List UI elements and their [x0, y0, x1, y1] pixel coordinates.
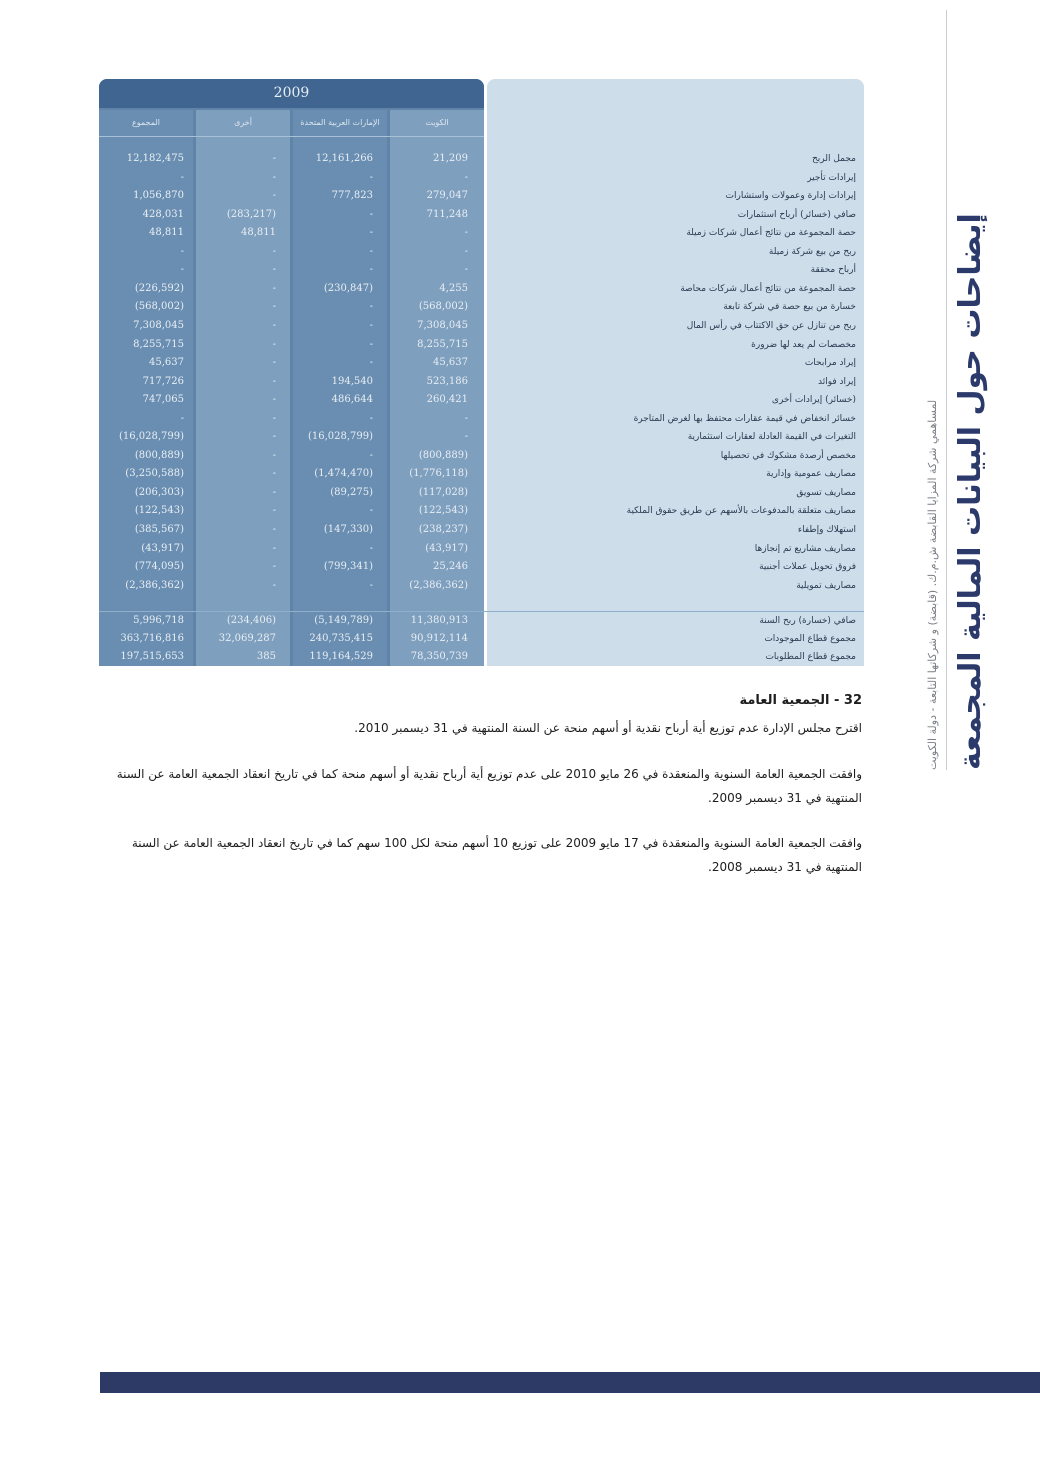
- row-label: مصاريف عمومية وإدارية: [766, 469, 856, 480]
- table-cell: -: [272, 431, 276, 443]
- row-label: ربح من تنازل عن حق الاكتتاب في رأس المال: [686, 320, 856, 331]
- row-label: ربح من بيع شركة زميلة: [768, 246, 856, 257]
- table-cell: -: [369, 171, 373, 183]
- table-cell: 78,350,739: [410, 651, 468, 662]
- row-label: إيرادات إدارة وعمولات واستشارات: [725, 191, 856, 202]
- column-header-total: المجموع: [132, 118, 160, 127]
- table-row: [99, 540, 864, 558]
- table-cell: -: [272, 301, 276, 313]
- table-cell: 1,056,870: [133, 190, 184, 202]
- table-row: [99, 243, 864, 261]
- table-cell: 12,161,266: [315, 153, 373, 164]
- row-label: مجمل الربح: [811, 154, 856, 164]
- table-cell: -: [369, 505, 373, 517]
- table-cell: (122,543): [134, 505, 184, 517]
- table-cell: -: [272, 171, 276, 183]
- row-label: إيراد مرابحات: [804, 358, 856, 369]
- table-row: [99, 169, 864, 187]
- table-cell: -: [369, 357, 373, 369]
- table-cell: -: [272, 412, 276, 424]
- row-label: إيرادات تأجير: [807, 172, 856, 183]
- table-cell: -: [369, 227, 373, 239]
- table-cell: 48,811: [241, 227, 276, 239]
- table-cell: -: [272, 505, 276, 517]
- table-cell: 711,248: [426, 208, 468, 220]
- table-cell: -: [180, 171, 184, 183]
- table-row: [99, 354, 864, 372]
- row-label: إيراد فوائد: [817, 376, 856, 387]
- table-cell: -: [272, 338, 276, 350]
- table-cell: 45,637: [433, 357, 468, 369]
- table-cell: -: [464, 171, 468, 183]
- table-cell: 8,255,715: [133, 338, 184, 350]
- table-row: [99, 484, 864, 502]
- table-cell: (3,250,588): [125, 468, 184, 480]
- table-cell: (43,917): [425, 542, 468, 554]
- table-cell: (1,776,118): [409, 468, 468, 480]
- row-label: استهلاك وإطفاء: [797, 525, 856, 535]
- table-row: [99, 521, 864, 539]
- table-cell: 11,380,913: [410, 615, 468, 626]
- table-cell: (16,028,799): [307, 431, 373, 443]
- table-cell: -: [464, 264, 468, 276]
- row-label: مجموع قطاع المطلوبات: [765, 652, 856, 662]
- table-cell: (283,217): [226, 208, 276, 220]
- paragraph-2: وافقت الجمعية العامة السنوية والمنعقدة في 26 مايو 2010 على عدم توزيع أية أرباح نقدية أو أسهم منحة كما في تاريخ انعقاد الجمعية العامة عن السنة المنتهية في 31 ديسمبر 2009.: [116, 767, 862, 805]
- footer-bar: [100, 1372, 1040, 1393]
- table-row: [99, 336, 864, 354]
- row-label: صافي (خسائر) أرباح استثمارات: [737, 209, 856, 220]
- row-label: خسارة من بيع حصة في شركة تابعة: [723, 302, 856, 313]
- table-cell: -: [272, 319, 276, 331]
- header-divider: [99, 136, 484, 137]
- table-cell: -: [272, 264, 276, 276]
- row-label: مصاريف تمويلية: [796, 580, 856, 591]
- table-row: [99, 298, 864, 316]
- table-row: [99, 447, 864, 465]
- table-cell: (117,028): [418, 486, 468, 498]
- table-cell: (234,406): [226, 615, 276, 626]
- table-cell: -: [272, 579, 276, 591]
- table-cell: -: [464, 412, 468, 424]
- table-cell: -: [272, 524, 276, 535]
- table-row: [99, 577, 864, 595]
- column-header-kuwait: الكويت: [425, 118, 449, 127]
- table-cell: -: [369, 412, 373, 424]
- row-label: مصاريف متعلقة بالمدفوعات بالأسهم عن طريق حقوق الملكية: [626, 506, 856, 517]
- table-cell: 45,637: [149, 357, 184, 369]
- table-cell: 523,186: [426, 375, 468, 387]
- table-cell: 428,031: [142, 208, 184, 220]
- table-cell: -: [369, 301, 373, 313]
- table-cell: (568,002): [418, 301, 468, 313]
- table-cell: -: [272, 245, 276, 257]
- table-row: [99, 465, 864, 483]
- table-cell: (800,889): [134, 449, 184, 461]
- table-cell: -: [272, 153, 276, 164]
- row-label: أرباح محققة: [810, 265, 856, 276]
- table-cell: -: [464, 227, 468, 239]
- table-cell: (206,303): [134, 486, 184, 498]
- table-cell: 240,735,415: [309, 633, 373, 644]
- table-cell: (2,386,362): [125, 579, 184, 591]
- table-cell: 194,540: [331, 375, 373, 387]
- table-cell: 7,308,045: [417, 319, 468, 331]
- row-label: فروق تحويل عملات أجنبية: [759, 562, 856, 573]
- section-side-title: إيضاحات حول البيانات المالية المجمعة: [953, 213, 988, 770]
- table-cell: (43,917): [141, 542, 184, 554]
- table-row: [99, 280, 864, 298]
- table-cell: 777,823: [331, 190, 373, 202]
- table-cell: 197,515,653: [120, 651, 184, 662]
- table-row: [99, 150, 864, 168]
- table-cell: 90,912,114: [410, 633, 468, 644]
- table-cell: -: [272, 542, 276, 554]
- table-cell: 7,308,045: [133, 319, 184, 331]
- table-row: [99, 206, 864, 224]
- table-cell: 25,246: [433, 561, 468, 573]
- table-cell: -: [272, 282, 276, 294]
- table-cell: 5,996,718: [133, 615, 184, 626]
- table-cell: -: [464, 431, 468, 443]
- table-cell: 385: [256, 651, 276, 662]
- table-cell: (5,149,789): [314, 615, 373, 626]
- table-row: [99, 224, 864, 242]
- table-cell: (385,567): [134, 524, 184, 535]
- table-cell: (16,028,799): [118, 431, 184, 443]
- row-label: خسائر انخفاض في قيمة عقارات محتفظ بها لغرض المتاجرة: [633, 413, 856, 424]
- table-cell: (147,330): [323, 524, 373, 535]
- paragraph-3: وافقت الجمعية العامة السنوية والمنعقدة في 17 مايو 2009 على توزيع 10 أسهم منحة لكل 100 سهم كما في تاريخ انعقاد الجمعية العامة عن السنة المنتهية في 31 ديسمبر 2008.: [131, 836, 862, 874]
- table-cell: -: [180, 245, 184, 257]
- row-label: التغيرات في القيمة العادلة لعقارات استثمارية: [687, 432, 856, 443]
- table-row: [99, 502, 864, 520]
- table-cell: -: [272, 468, 276, 480]
- table-cell: -: [272, 449, 276, 461]
- row-label: مخصصات لم يعد لها ضرورة: [751, 339, 856, 350]
- table-cell: (230,847): [323, 282, 373, 294]
- row-label: حصة المجموعة من نتائج أعمال شركات زميلة: [686, 228, 856, 239]
- table-cell: 486,644: [331, 394, 373, 406]
- paragraph-1: اقترح مجلس الإدارة عدم توزيع أية أرباح نقدية أو أسهم منحة عن السنة المنتهية في 31 ديسمبر 2010.: [354, 721, 862, 735]
- table-cell: 747,065: [142, 394, 184, 406]
- table-cell: 12,182,475: [126, 153, 184, 164]
- table-row: [99, 261, 864, 279]
- table-row: [99, 373, 864, 391]
- year-header: 2009: [99, 79, 484, 108]
- table-cell: -: [369, 245, 373, 257]
- table-cell: 119,164,529: [309, 651, 373, 662]
- table-cell: 8,255,715: [417, 338, 468, 350]
- table-cell: (799,341): [323, 561, 373, 573]
- table-cell: -: [272, 190, 276, 202]
- table-cell: 363,716,816: [120, 633, 184, 644]
- table-row: [99, 630, 864, 648]
- table-cell: (238,237): [418, 524, 468, 535]
- table-cell: 32,069,287: [218, 633, 276, 644]
- table-cell: (2,386,362): [409, 579, 468, 591]
- row-label: مصاريف مشاريع تم إنجازها: [754, 543, 856, 554]
- table-cell: (1,474,470): [314, 468, 373, 480]
- table-row: [99, 187, 864, 205]
- table-row: [99, 648, 864, 666]
- table-cell: -: [272, 561, 276, 573]
- table-cell: -: [369, 264, 373, 276]
- table-row: [99, 391, 864, 409]
- table-cell: -: [272, 375, 276, 387]
- column-header-other: أخرى: [234, 118, 252, 127]
- table-cell: (774,095): [134, 561, 184, 573]
- table-cell: -: [369, 542, 373, 554]
- table-cell: 4,255: [439, 282, 468, 294]
- side-divider: [946, 10, 947, 770]
- row-label: مصاريف تسويق: [796, 487, 856, 498]
- table-row: [99, 428, 864, 446]
- table-cell: -: [180, 412, 184, 424]
- row-label: صافي (خسارة) ربح السنة: [759, 616, 856, 626]
- table-row: [99, 410, 864, 428]
- table-cell: 279,047: [426, 190, 468, 202]
- table-cell: 260,421: [426, 394, 468, 406]
- row-label: مخصص أرصدة مشكوك في تحصيلها: [720, 450, 856, 461]
- column-header-uae: الإمارات العربية المتحدة: [300, 118, 380, 127]
- row-label: (خسائر) إيرادات أخرى: [771, 395, 856, 406]
- table-row: [99, 612, 864, 630]
- table-row: [99, 558, 864, 576]
- table-cell: 48,811: [149, 227, 184, 239]
- table-cell: (800,889): [418, 449, 468, 461]
- table-cell: 717,726: [142, 375, 184, 387]
- table-cell: -: [272, 394, 276, 406]
- row-label: مجموع قطاع الموجودات: [764, 634, 856, 644]
- row-label: حصة المجموعة من نتائج أعمال شركات محاصة: [680, 283, 856, 294]
- table-cell: 21,209: [433, 153, 468, 164]
- table-row: [99, 317, 864, 335]
- table-cell: -: [369, 449, 373, 461]
- side-subtitle: لمساهمي شركة المزايا القابضة ش.م.ك. (قابضة) و شركاتها التابعة - دولة الكويت: [926, 399, 939, 770]
- table-cell: -: [272, 486, 276, 498]
- table-cell: (122,543): [418, 505, 468, 517]
- table-cell: -: [369, 338, 373, 350]
- table-cell: (89,275): [330, 486, 373, 498]
- table-cell: -: [272, 357, 276, 369]
- table-cell: -: [369, 208, 373, 220]
- table-cell: -: [369, 579, 373, 591]
- table-cell: -: [464, 245, 468, 257]
- table-cell: -: [180, 264, 184, 276]
- table-cell: (568,002): [134, 301, 184, 313]
- section-heading: 32 - الجمعية العامة: [739, 693, 862, 708]
- table-cell: -: [369, 319, 373, 331]
- table-cell: (226,592): [134, 282, 184, 294]
